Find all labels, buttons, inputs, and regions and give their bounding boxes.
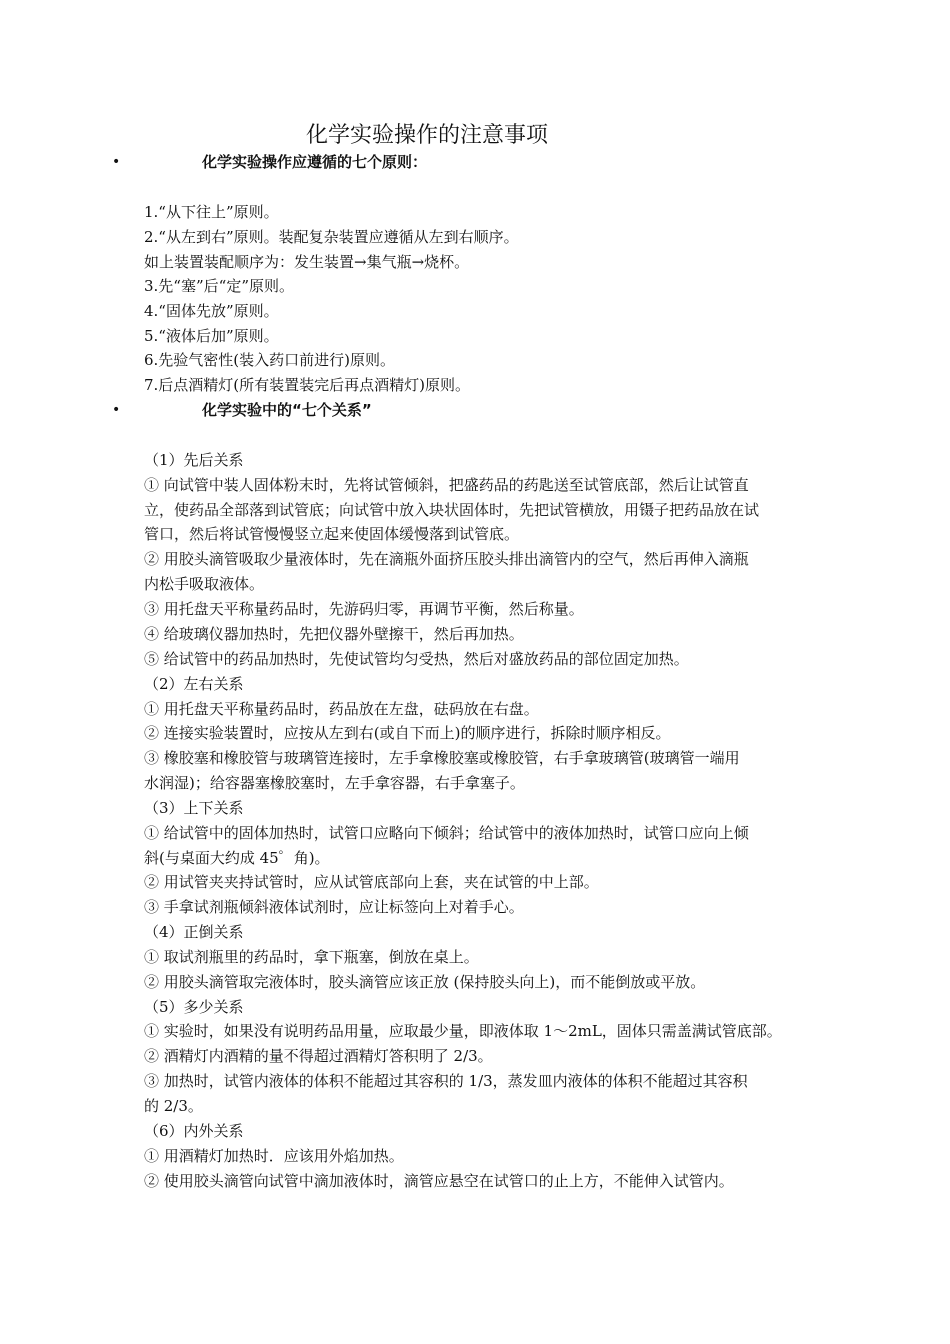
section2-line: （2）左右关系 — [144, 675, 244, 693]
section2-line: ② 用试管夹夹持试管时，应从试管底部向上套，夹在试管的中上部。 — [144, 873, 599, 891]
section1-line: 4.“固体先放”原则。 — [144, 302, 279, 320]
section1-line: 6.先验气密性(装入药口前进行)原则。 — [144, 351, 396, 369]
section2-line: （6）内外关系 — [144, 1122, 244, 1140]
section1-heading: 化学实验操作应遵循的七个原则： — [202, 153, 428, 171]
section2-line: ③ 加热时，试管内液体的体积不能超过其容积的 1/3，蒸发皿内液体的体积不能超过其容积 — [144, 1072, 748, 1090]
bullet-dot: • — [112, 154, 121, 170]
section1-line: 3.先“塞”后“定”原则。 — [144, 277, 294, 295]
section2-line: 的 2/3。 — [144, 1097, 203, 1115]
section2-line: （1）先后关系 — [144, 451, 244, 469]
section2-line: ② 用胶头滴管吸取少量液体时，先在滴瓶外面挤压胶头排出滴管内的空气，然后再伸入滴瓶 — [144, 550, 749, 568]
section2-line: （5）多少关系 — [144, 998, 244, 1016]
section2-line: ① 实验时，如果没有说明药品用量，应取最少量，即液体取 1～2mL，固体只需盖满试管底部。 — [144, 1022, 782, 1040]
section2-line: （4）正倒关系 — [144, 923, 244, 941]
section2-line: ④ 给玻璃仪器加热时，先把仪器外壁擦干，然后再加热。 — [144, 625, 524, 643]
section1-line: 2.“从左到右”原则。装配复杂装置应遵循从左到右顺序。 — [144, 228, 519, 246]
section2-line: ② 酒精灯内酒精的量不得超过酒精灯答积明了 2/3。 — [144, 1047, 493, 1065]
section1-line: 1.“从下往上”原则。 — [144, 203, 279, 221]
section2-line: ① 用托盘天平称量药品时，药品放在左盘，砝码放在右盘。 — [144, 700, 539, 718]
section1-line: 如上装置装配顺序为：发生装置→集气瓶→烧杯。 — [144, 253, 470, 271]
section2-line: ⑤ 给试管中的药品加热时，先使试管均匀受热，然后对盛放药品的部位固定加热。 — [144, 650, 689, 668]
bullet-dot: • — [112, 402, 121, 418]
section2-line: ② 连接实验装置时，应按从左到右(或自下而上)的顺序进行，拆除时顺序相反。 — [144, 724, 671, 742]
section1-line: 7.后点酒精灯(所有装置装完后再点酒精灯)原则。 — [144, 376, 471, 394]
section2-line: ① 给试管中的固体加热时，试管口应略向下倾斜；给试管中的液体加热时，试管口应向上倾 — [144, 824, 749, 842]
section2-line: ③ 手拿试剂瓶倾斜液体试剂时，应让标签向上对着手心。 — [144, 898, 524, 916]
section2-line: （3）上下关系 — [144, 799, 244, 817]
section2-line: ① 取试剂瓶里的药品时，拿下瓶塞，倒放在桌上。 — [144, 948, 479, 966]
section2-line: ③ 用托盘天平称量药品时，先游码归零，再调节平衡，然后称量。 — [144, 600, 584, 618]
section2-line: 水润湿)；给容器塞橡胶塞时，左手拿容器，右手拿塞子。 — [144, 774, 525, 792]
section2-line: ② 使用胶头滴管向试管中滴加液体时，滴管应悬空在试管口的止上方，不能伸入试管内。 — [144, 1172, 734, 1190]
page-title-text: 化学实验操作的注意事项 — [305, 123, 548, 148]
section2-line: 立，使药品全部落到试管底；向试管中放入块状固体时，先把试管横放，用镊子把药品放在试 — [144, 501, 760, 519]
section2-line: ① 用酒精灯加热时．应该用外焰加热。 — [144, 1147, 404, 1165]
page-title — [0, 121, 950, 151]
section2-line: 斜(与桌面大约成 45゜角)。 — [144, 849, 330, 867]
section2-line: 内松手吸取液体。 — [144, 575, 265, 593]
section2-line: ② 用胶头滴管取完液体时，胶头滴管应该正放 (保持胶头向上)，而不能倒放或平放。 — [144, 973, 706, 991]
section1-line: 5.“液体后加”原则。 — [144, 327, 279, 345]
section2-line: 管口，然后将试管慢慢竖立起来使固体缓慢落到试管底。 — [144, 525, 520, 543]
section2-line: ① 向试管中装人固体粉末时，先将试管倾斜，把盛药品的药匙送至试管底部，然后让试管直 — [144, 476, 749, 494]
section2-line: ③ 橡胶塞和橡胶管与玻璃管连接时，左手拿橡胶塞或橡胶管，右手拿玻璃管(玻璃管一端用 — [144, 749, 740, 767]
section2-heading: 化学实验中的“七个关系” — [202, 401, 372, 419]
